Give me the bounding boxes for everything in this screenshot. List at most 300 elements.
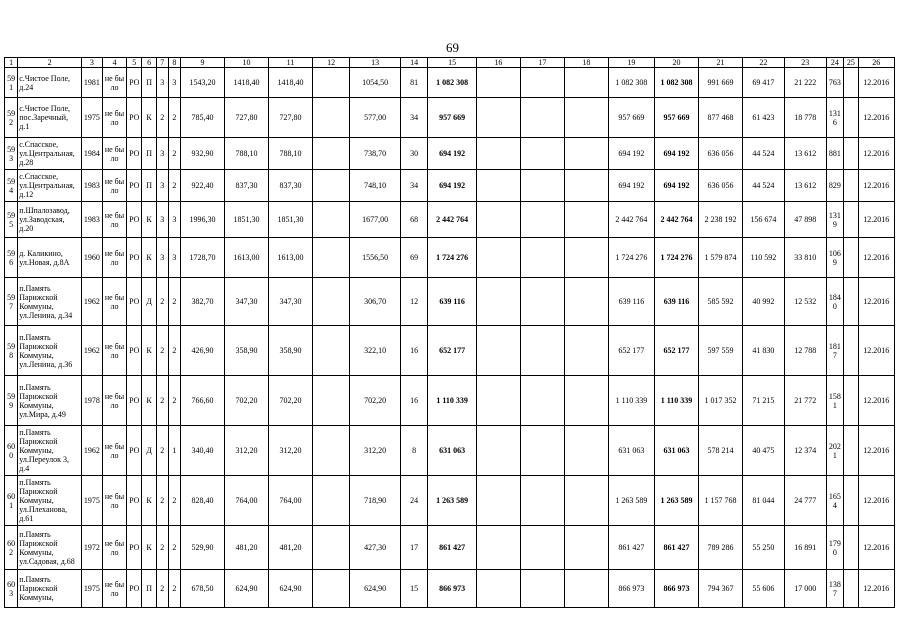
table-cell-col-9: 1543,20 (180, 68, 224, 98)
table-cell-col-24: 2021 (826, 426, 844, 476)
table-cell-col-19: 1 724 276 (608, 238, 654, 278)
table-row (5, 570, 895, 608)
table-cell-col-11: 624,90 (268, 570, 312, 608)
table-cell-col-6: К (142, 98, 156, 138)
column-number-12: 12 (312, 58, 349, 68)
table-cell-col-23: 18 778 (784, 98, 826, 138)
table-cell-col-17 (520, 526, 564, 570)
table-cell-col-15: 631 063 (428, 426, 476, 476)
table-cell-col-21: 636 056 (699, 170, 743, 202)
table-cell-col-26: 12.2016 (858, 98, 895, 138)
table-cell-col-10: 1851,30 (224, 202, 268, 238)
table-cell-col-8: 1 (168, 426, 180, 476)
table-cell-col-16 (476, 170, 520, 202)
table-cell-col-12 (312, 326, 349, 376)
table-cell-col-5: РО (127, 170, 142, 202)
table-cell-col-13: 748,10 (350, 170, 401, 202)
table-cell-col-14: 8 (400, 426, 428, 476)
table-cell-col-14: 69 (400, 238, 428, 278)
table-cell-col-4: не было (102, 476, 126, 526)
table-cell-col-6: К (142, 476, 156, 526)
table-cell-col-7: 3 (156, 202, 168, 238)
table-cell-col-17 (520, 98, 564, 138)
column-number-row (5, 58, 895, 68)
table-cell-col-11: 481,20 (268, 526, 312, 570)
table-cell-col-26: 12.2016 (858, 426, 895, 476)
table-row (5, 476, 895, 526)
table-cell-col-15: 866 973 (428, 570, 476, 608)
table-cell-col-14: 15 (400, 570, 428, 608)
table-cell-col-18 (564, 202, 608, 238)
table-cell-col-22: 44 524 (743, 138, 785, 170)
table-cell-col-9: 922,40 (180, 170, 224, 202)
page-number: 69 (446, 40, 459, 55)
table-cell-col-5: РО (127, 526, 142, 570)
table-cell-col-4: не было (102, 278, 126, 326)
table-cell-col-17 (520, 170, 564, 202)
address-cell: п.Память Парижской Коммуны, ул.Садовая, д.68 (18, 526, 82, 570)
table-cell-col-6: П (142, 170, 156, 202)
table-cell-col-24: 1840 (826, 278, 844, 326)
table-cell-col-17 (520, 68, 564, 98)
table-cell-col-3: 1962 (81, 426, 102, 476)
table-cell-col-21: 1 017 352 (699, 376, 743, 426)
address-cell: п.Шпалозавод, ул.Заводская, д.20 (18, 202, 82, 238)
address-cell: с.Чистое Поле, д.24 (18, 68, 82, 98)
table-cell-col-5: РО (127, 98, 142, 138)
table-cell-col-18 (564, 570, 608, 608)
table-cell-col-12 (312, 68, 349, 98)
table-cell-col-17 (520, 202, 564, 238)
table-cell-col-5: РО (127, 376, 142, 426)
table-row (5, 202, 895, 238)
table-cell-col-12 (312, 138, 349, 170)
table-cell-col-17 (520, 376, 564, 426)
table-cell-col-24: 1387 (826, 570, 844, 608)
table-cell-col-23: 16 891 (784, 526, 826, 570)
table-cell-col-6: К (142, 326, 156, 376)
table-cell-col-24: 1319 (826, 202, 844, 238)
table-cell-col-13: 312,20 (350, 426, 401, 476)
table-cell-col-12 (312, 376, 349, 426)
table-cell-col-22: 61 423 (743, 98, 785, 138)
table-cell-col-23: 21 222 (784, 68, 826, 98)
table-cell-col-17 (520, 238, 564, 278)
column-number-1: 1 (5, 58, 18, 68)
table-cell-col-25 (844, 376, 858, 426)
table-cell-col-21: 1 157 768 (699, 476, 743, 526)
table-cell-col-20: 866 973 (655, 570, 699, 608)
table-cell-col-15: 1 110 339 (428, 376, 476, 426)
table-cell-col-6: К (142, 238, 156, 278)
table-cell-col-11: 358,90 (268, 326, 312, 376)
column-number-2: 2 (18, 58, 82, 68)
table-cell-col-4: не было (102, 326, 126, 376)
table-cell-col-19: 631 063 (608, 426, 654, 476)
table-cell-col-17 (520, 138, 564, 170)
table-cell-col-13: 577,00 (350, 98, 401, 138)
table-cell-col-10: 788,10 (224, 138, 268, 170)
table-cell-col-14: 68 (400, 202, 428, 238)
table-cell-col-24: 1316 (826, 98, 844, 138)
table-cell-col-16 (476, 326, 520, 376)
table-cell-col-4: не было (102, 202, 126, 238)
column-number-15: 15 (428, 58, 476, 68)
table-cell-col-11: 727,80 (268, 98, 312, 138)
table-cell-col-7: 3 (156, 170, 168, 202)
table-cell-col-19: 2 442 764 (608, 202, 654, 238)
table-row (5, 326, 895, 376)
table-cell-col-18 (564, 238, 608, 278)
table-cell-col-25 (844, 426, 858, 476)
table-cell-col-20: 1 082 308 (655, 68, 699, 98)
table-cell-col-23: 47 898 (784, 202, 826, 238)
column-number-7: 7 (156, 58, 168, 68)
column-number-14: 14 (400, 58, 428, 68)
table-cell-col-22: 156 674 (743, 202, 785, 238)
table-cell-col-21: 585 592 (699, 278, 743, 326)
table-cell-col-9: 828,40 (180, 476, 224, 526)
table-cell-col-4: не было (102, 170, 126, 202)
table-cell-col-12 (312, 98, 349, 138)
table-cell-col-24: 1581 (826, 376, 844, 426)
table-cell-col-7: 3 (156, 138, 168, 170)
column-number-11: 11 (268, 58, 312, 68)
table-cell-col-20: 1 724 276 (655, 238, 699, 278)
table-cell-col-23: 24 777 (784, 476, 826, 526)
table-cell-col-8: 2 (168, 526, 180, 570)
table-cell-col-21: 991 669 (699, 68, 743, 98)
table-cell-col-16 (476, 202, 520, 238)
table-cell-col-12 (312, 426, 349, 476)
table-cell-col-25 (844, 202, 858, 238)
table-cell-col-23: 17 000 (784, 570, 826, 608)
table-cell-col-10: 358,90 (224, 326, 268, 376)
table-cell-col-10: 764,00 (224, 476, 268, 526)
table-cell-col-3: 1984 (81, 138, 102, 170)
table-cell-col-7: 2 (156, 278, 168, 326)
table-cell-col-7: 2 (156, 476, 168, 526)
table-row (5, 238, 895, 278)
table-cell-col-19: 1 110 339 (608, 376, 654, 426)
table-cell-col-16 (476, 138, 520, 170)
table-cell-col-19: 639 116 (608, 278, 654, 326)
table-cell-col-14: 16 (400, 326, 428, 376)
table-cell-col-25 (844, 138, 858, 170)
table-row (5, 98, 895, 138)
table-cell-col-15: 957 669 (428, 98, 476, 138)
table-cell-col-23: 12 788 (784, 326, 826, 376)
table-cell-col-7: 2 (156, 426, 168, 476)
table-cell-col-21: 597 559 (699, 326, 743, 376)
table-cell-col-11: 788,10 (268, 138, 312, 170)
table-cell-col-16 (476, 68, 520, 98)
table-cell-col-11: 1851,30 (268, 202, 312, 238)
table-cell-col-12 (312, 570, 349, 608)
table-cell-col-18 (564, 98, 608, 138)
table-cell-col-13: 738,70 (350, 138, 401, 170)
table-cell-col-16 (476, 278, 520, 326)
column-number-4: 4 (102, 58, 126, 68)
table-cell-col-10: 702,20 (224, 376, 268, 426)
table-cell-col-15: 1 082 308 (428, 68, 476, 98)
table-cell-col-10: 312,20 (224, 426, 268, 476)
table-cell-col-18 (564, 426, 608, 476)
table-cell-col-14: 34 (400, 98, 428, 138)
table-cell-col-13: 1556,50 (350, 238, 401, 278)
table-cell-col-10: 1613,00 (224, 238, 268, 278)
table-cell-col-1: 595 (5, 202, 18, 238)
table-cell-col-19: 694 192 (608, 170, 654, 202)
table-cell-col-12 (312, 238, 349, 278)
table-cell-col-25 (844, 278, 858, 326)
table-cell-col-14: 24 (400, 476, 428, 526)
table-cell-col-10: 481,20 (224, 526, 268, 570)
table-cell-col-3: 1962 (81, 326, 102, 376)
table-cell-col-24: 829 (826, 170, 844, 202)
table-cell-col-15: 1 263 589 (428, 476, 476, 526)
table-cell-col-5: РО (127, 326, 142, 376)
table-cell-col-19: 866 973 (608, 570, 654, 608)
table-cell-col-11: 702,20 (268, 376, 312, 426)
table-cell-col-9: 766,60 (180, 376, 224, 426)
table-cell-col-13: 624,90 (350, 570, 401, 608)
table-cell-col-18 (564, 526, 608, 570)
table-cell-col-10: 727,80 (224, 98, 268, 138)
table-cell-col-19: 694 192 (608, 138, 654, 170)
table-cell-col-6: К (142, 526, 156, 570)
table-cell-col-3: 1975 (81, 476, 102, 526)
table-cell-col-5: РО (127, 570, 142, 608)
table-cell-col-24: 763 (826, 68, 844, 98)
table-cell-col-13: 322,10 (350, 326, 401, 376)
table-cell-col-13: 718,90 (350, 476, 401, 526)
table-cell-col-21: 877 468 (699, 98, 743, 138)
table-cell-col-26: 12.2016 (858, 202, 895, 238)
table-cell-col-24: 1817 (826, 326, 844, 376)
table-cell-col-5: РО (127, 476, 142, 526)
table-cell-col-8: 2 (168, 570, 180, 608)
table-cell-col-16 (476, 476, 520, 526)
column-number-26: 26 (858, 58, 895, 68)
table-cell-col-20: 861 427 (655, 526, 699, 570)
table-cell-col-9: 529,90 (180, 526, 224, 570)
table-cell-col-26: 12.2016 (858, 68, 895, 98)
column-number-9: 9 (180, 58, 224, 68)
table-cell-col-22: 40 475 (743, 426, 785, 476)
table-cell-col-10: 624,90 (224, 570, 268, 608)
table-cell-col-7: 2 (156, 570, 168, 608)
table-cell-col-25 (844, 326, 858, 376)
table-cell-col-11: 1418,40 (268, 68, 312, 98)
table-cell-col-21: 636 056 (699, 138, 743, 170)
table-cell-col-15: 652 177 (428, 326, 476, 376)
address-cell: с.Спасское, ул.Центральная, д.12 (18, 170, 82, 202)
table-row (5, 376, 895, 426)
table-cell-col-4: не было (102, 570, 126, 608)
table-cell-col-1: 593 (5, 138, 18, 170)
table-cell-col-14: 12 (400, 278, 428, 326)
table-cell-col-17 (520, 326, 564, 376)
table-cell-col-19: 861 427 (608, 526, 654, 570)
table-cell-col-1: 599 (5, 376, 18, 426)
table-cell-col-7: 2 (156, 376, 168, 426)
table-row (5, 278, 895, 326)
column-number-23: 23 (784, 58, 826, 68)
table-cell-col-23: 33 810 (784, 238, 826, 278)
table-cell-col-1: 603 (5, 570, 18, 608)
table-cell-col-8: 2 (168, 476, 180, 526)
column-number-22: 22 (743, 58, 785, 68)
table-cell-col-4: не было (102, 68, 126, 98)
table-cell-col-1: 594 (5, 170, 18, 202)
table-cell-col-7: 2 (156, 98, 168, 138)
table-cell-col-8: 2 (168, 170, 180, 202)
table-cell-col-4: не было (102, 426, 126, 476)
table-cell-col-18 (564, 170, 608, 202)
address-cell: с.Спасское, ул.Центральная, д.28 (18, 138, 82, 170)
table-cell-col-6: П (142, 138, 156, 170)
table-cell-col-20: 631 063 (655, 426, 699, 476)
table-cell-col-8: 2 (168, 98, 180, 138)
table-cell-col-1: 598 (5, 326, 18, 376)
table-cell-col-22: 44 524 (743, 170, 785, 202)
table-cell-col-11: 347,30 (268, 278, 312, 326)
table-cell-col-6: Д (142, 426, 156, 476)
table-cell-col-23: 13 612 (784, 170, 826, 202)
column-number-13: 13 (350, 58, 401, 68)
table-cell-col-25 (844, 526, 858, 570)
table-cell-col-8: 2 (168, 376, 180, 426)
table-cell-col-26: 12.2016 (858, 376, 895, 426)
table-cell-col-7: 3 (156, 238, 168, 278)
table-cell-col-15: 694 192 (428, 138, 476, 170)
table-cell-col-22: 110 592 (743, 238, 785, 278)
table-cell-col-9: 340,40 (180, 426, 224, 476)
table-cell-col-19: 1 263 589 (608, 476, 654, 526)
table-row (5, 526, 895, 570)
table-cell-col-15: 1 724 276 (428, 238, 476, 278)
address-cell: с.Чистое Поле, пос.Заречный, д.1 (18, 98, 82, 138)
table-cell-col-26: 12.2016 (858, 278, 895, 326)
table-cell-col-18 (564, 326, 608, 376)
table-cell-col-17 (520, 278, 564, 326)
table-cell-col-13: 1054,50 (350, 68, 401, 98)
table-cell-col-22: 81 044 (743, 476, 785, 526)
table-cell-col-4: не было (102, 238, 126, 278)
table-cell-col-11: 764,00 (268, 476, 312, 526)
table-cell-col-19: 652 177 (608, 326, 654, 376)
table-cell-col-21: 789 286 (699, 526, 743, 570)
table-cell-col-8: 3 (168, 202, 180, 238)
table-cell-col-3: 1983 (81, 202, 102, 238)
column-number-19: 19 (608, 58, 654, 68)
table-cell-col-3: 1978 (81, 376, 102, 426)
table-cell-col-16 (476, 98, 520, 138)
table-cell-col-26: 12.2016 (858, 238, 895, 278)
table-cell-col-21: 794 367 (699, 570, 743, 608)
table-cell-col-16 (476, 426, 520, 476)
table-cell-col-3: 1962 (81, 278, 102, 326)
table-cell-col-8: 3 (168, 68, 180, 98)
table-cell-col-20: 639 116 (655, 278, 699, 326)
table-cell-col-3: 1975 (81, 98, 102, 138)
table-cell-col-18 (564, 138, 608, 170)
table-cell-col-23: 21 772 (784, 376, 826, 426)
address-cell: п.Память Парижской Коммуны, ул.Плеханова, д.61 (18, 476, 82, 526)
address-cell: п.Память Парижской Коммуны, ул.Переулок 3, д.4 (18, 426, 82, 476)
column-number-20: 20 (655, 58, 699, 68)
table-cell-col-4: не было (102, 98, 126, 138)
table-cell-col-23: 12 374 (784, 426, 826, 476)
table-cell-col-22: 71 215 (743, 376, 785, 426)
table-cell-col-9: 382,70 (180, 278, 224, 326)
table-row (5, 426, 895, 476)
table-cell-col-4: не было (102, 138, 126, 170)
table-cell-col-4: не было (102, 376, 126, 426)
table-cell-col-9: 678,50 (180, 570, 224, 608)
table-cell-col-16 (476, 570, 520, 608)
address-cell: д. Каликино, ул.Новая, д.8А (18, 238, 82, 278)
table-cell-col-5: РО (127, 238, 142, 278)
table-cell-col-1: 601 (5, 476, 18, 526)
table-cell-col-14: 16 (400, 376, 428, 426)
table-cell-col-6: П (142, 68, 156, 98)
table-cell-col-1: 597 (5, 278, 18, 326)
table-cell-col-10: 347,30 (224, 278, 268, 326)
table-cell-col-17 (520, 476, 564, 526)
table-cell-col-20: 694 192 (655, 170, 699, 202)
column-number-8: 8 (168, 58, 180, 68)
table-cell-col-11: 837,30 (268, 170, 312, 202)
table-cell-col-21: 1 579 874 (699, 238, 743, 278)
table-cell-col-14: 81 (400, 68, 428, 98)
table-cell-col-16 (476, 376, 520, 426)
table-cell-col-26: 12.2016 (858, 476, 895, 526)
table-cell-col-6: Д (142, 278, 156, 326)
table-cell-col-23: 13 612 (784, 138, 826, 170)
column-number-10: 10 (224, 58, 268, 68)
table-cell-col-16 (476, 238, 520, 278)
table-cell-col-10: 1418,40 (224, 68, 268, 98)
table-cell-col-17 (520, 426, 564, 476)
table-cell-col-3: 1983 (81, 170, 102, 202)
table-cell-col-3: 1972 (81, 526, 102, 570)
table-cell-col-24: 1790 (826, 526, 844, 570)
table-cell-col-6: К (142, 376, 156, 426)
table-cell-col-12 (312, 476, 349, 526)
table-cell-col-14: 30 (400, 138, 428, 170)
table-cell-col-26: 12.2016 (858, 170, 895, 202)
table-cell-col-12 (312, 202, 349, 238)
table-cell-col-13: 427,30 (350, 526, 401, 570)
table-cell-col-9: 785,40 (180, 98, 224, 138)
table-cell-col-19: 957 669 (608, 98, 654, 138)
table-cell-col-5: РО (127, 426, 142, 476)
table-cell-col-25 (844, 238, 858, 278)
table-cell-col-13: 702,20 (350, 376, 401, 426)
table-cell-col-4: не было (102, 526, 126, 570)
table-cell-col-20: 1 263 589 (655, 476, 699, 526)
table-cell-col-9: 932,90 (180, 138, 224, 170)
table-cell-col-5: РО (127, 68, 142, 98)
table-cell-col-20: 1 110 339 (655, 376, 699, 426)
table-cell-col-22: 40 992 (743, 278, 785, 326)
column-number-21: 21 (699, 58, 743, 68)
table-cell-col-20: 652 177 (655, 326, 699, 376)
table-cell-col-13: 1677,00 (350, 202, 401, 238)
table-cell-col-18 (564, 476, 608, 526)
